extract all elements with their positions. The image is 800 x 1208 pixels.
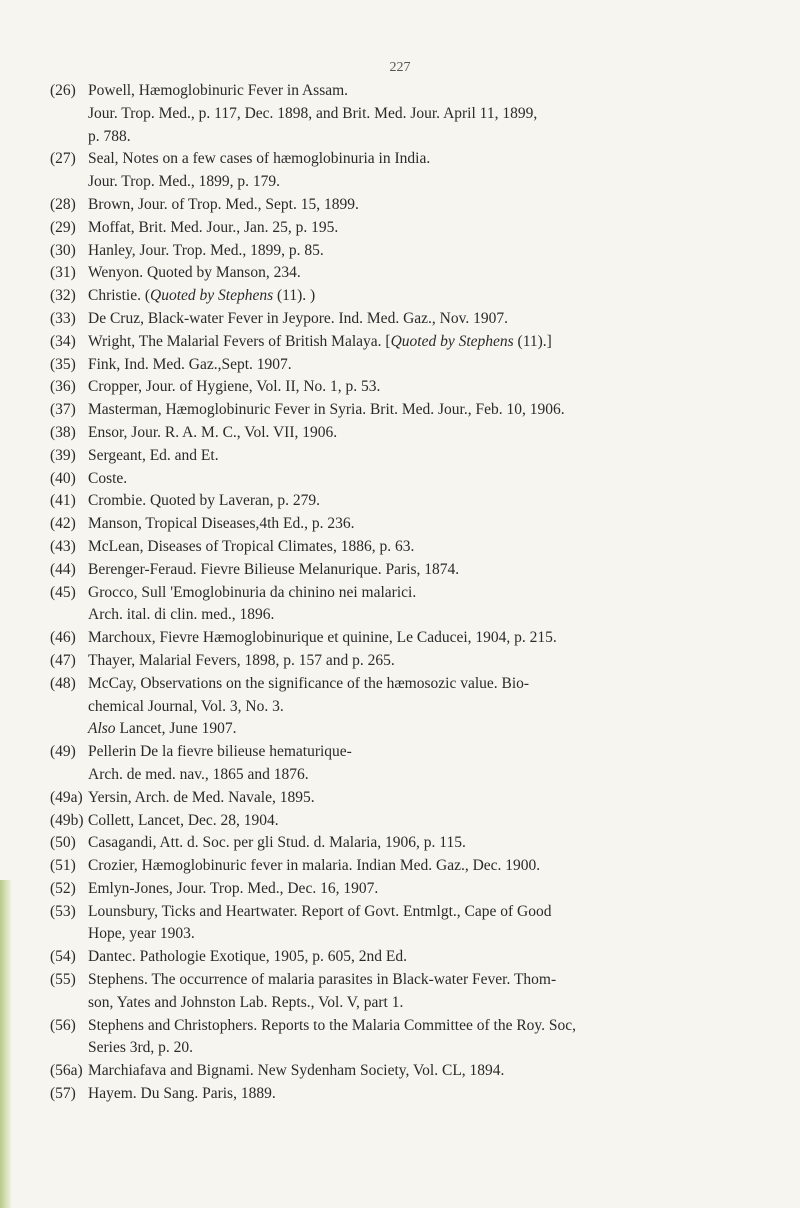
reference-line <box>50 673 770 696</box>
reference-text: Fink, Ind. Med. Gaz.,Sept. 1907. <box>88 355 292 373</box>
reference-number: (44) <box>50 560 76 578</box>
reference-text: Thayer, Malarial Fevers, 1898, p. 157 and p. 265. <box>88 651 395 669</box>
reference-line <box>50 148 770 171</box>
reference-line <box>50 285 770 308</box>
reference-item <box>50 445 770 468</box>
reference-item <box>50 650 770 673</box>
reference-text-italic: Quoted by Stephens <box>150 287 274 305</box>
reference-text: Series 3rd, p. 20. <box>88 1039 194 1057</box>
reference-line <box>50 1083 770 1106</box>
reference-text: Coste. <box>88 469 128 487</box>
reference-text: Wright, The Malarial Fevers of British Malaya. [ <box>88 332 391 350</box>
reference-text: Grocco, Sull 'Emoglobinuria da chinino nei malarici. <box>88 583 417 601</box>
reference-item <box>50 901 770 947</box>
reference-number: (31) <box>50 264 76 282</box>
reference-item <box>50 787 770 810</box>
reference-text: Crombie. Quoted by Laveran, p. 279. <box>88 492 321 510</box>
reference-item <box>50 969 770 1015</box>
reference-item <box>50 513 770 536</box>
reference-line <box>50 582 770 605</box>
reference-text: Manson, Tropical Diseases,4th Ed., p. 236. <box>88 515 355 533</box>
reference-line <box>50 103 770 126</box>
reference-item <box>50 1083 770 1106</box>
reference-item <box>50 832 770 855</box>
reference-list <box>50 80 770 1106</box>
reference-number: (37) <box>50 401 76 419</box>
reference-text: son, Yates and Johnston Lab. Repts., Vol. V, part 1. <box>88 993 404 1011</box>
reference-text-italic: Quoted by Stephens <box>390 332 514 350</box>
reference-item <box>50 673 770 741</box>
reference-number: (53) <box>50 902 76 920</box>
reference-line <box>50 832 770 855</box>
reference-number: (27) <box>50 150 76 168</box>
reference-number: (26) <box>50 82 76 99</box>
reference-number: (50) <box>50 834 76 852</box>
reference-text: Sergeant, Ed. and Et. <box>88 446 219 464</box>
reference-line <box>50 354 770 377</box>
reference-line <box>50 604 770 627</box>
reference-line <box>50 1037 770 1060</box>
reference-number: (38) <box>50 423 76 441</box>
reference-item <box>50 878 770 901</box>
reference-text: Jour. Trop. Med., 1899, p. 179. <box>88 173 281 191</box>
reference-line <box>50 878 770 901</box>
reference-item <box>50 354 770 377</box>
reference-text: Marchiafava and Bignami. New Sydenham Society, Vol. CL, 1894. <box>88 1062 505 1080</box>
reference-line <box>50 171 770 194</box>
reference-number: (43) <box>50 537 76 555</box>
reference-text: Lounsbury, Ticks and Heartwater. Report of Govt. Entmlgt., Cape of Good <box>88 902 552 920</box>
reference-text: Yersin, Arch. de Med. Navale, 1895. <box>88 788 315 806</box>
reference-number: (48) <box>50 674 76 692</box>
reference-line <box>50 376 770 399</box>
reference-item <box>50 741 770 787</box>
reference-number: (52) <box>50 879 76 897</box>
reference-number: (32) <box>50 287 76 305</box>
reference-item <box>50 490 770 513</box>
reference-text: Hanley, Jour. Trop. Med., 1899, p. 85. <box>88 241 324 259</box>
reference-text: Dantec. Pathologie Exotique, 1905, p. 605, 2nd Ed. <box>88 948 407 966</box>
reference-text: Casagandi, Att. d. Soc. per gli Stud. d. Malaria, 1906, p. 115. <box>88 834 466 852</box>
reference-item <box>50 627 770 650</box>
reference-line <box>50 1060 770 1083</box>
reference-number: (51) <box>50 857 76 875</box>
reference-line <box>50 308 770 331</box>
reference-item <box>50 308 770 331</box>
reference-line <box>50 718 770 741</box>
reference-line <box>50 422 770 445</box>
reference-number: (46) <box>50 629 76 647</box>
reference-line <box>50 126 770 149</box>
reference-line <box>50 262 770 285</box>
reference-item <box>50 1015 770 1061</box>
reference-number: (39) <box>50 446 76 464</box>
reference-text: Emlyn-Jones, Jour. Trop. Med., Dec. 16, 1907. <box>88 879 379 897</box>
reference-line <box>50 992 770 1015</box>
reference-item <box>50 855 770 878</box>
reference-text: Brown, Jour. of Trop. Med., Sept. 15, 1899. <box>88 195 359 213</box>
reference-line <box>50 468 770 491</box>
page-spine-shadow <box>0 880 12 1208</box>
reference-item <box>50 285 770 308</box>
reference-item <box>50 399 770 422</box>
reference-line <box>50 80 770 103</box>
reference-text: (11).] <box>513 332 552 350</box>
reference-item <box>50 559 770 582</box>
reference-item <box>50 331 770 354</box>
reference-line <box>50 855 770 878</box>
reference-text: Masterman, Hæmoglobinuric Fever in Syria. Brit. Med. Jour., Feb. 10, 1906. <box>88 401 565 419</box>
reference-number: (40) <box>50 469 76 487</box>
reference-line <box>50 559 770 582</box>
reference-line <box>50 741 770 764</box>
reference-number: (57) <box>50 1085 76 1103</box>
reference-text: Berenger-Feraud. Fievre Bilieuse Melanurique. Paris, 1874. <box>88 560 460 578</box>
reference-text: Hope, year 1903. <box>88 925 195 943</box>
reference-number: (56a) <box>50 1062 83 1080</box>
reference-text: McCay, Observations on the significance of the hæmosozic value. Bio- <box>88 674 530 692</box>
reference-line <box>50 810 770 833</box>
reference-number: (55) <box>50 971 76 989</box>
reference-text: p. 788. <box>88 127 131 145</box>
reference-item <box>50 240 770 263</box>
reference-number: (35) <box>50 355 76 373</box>
reference-text: Arch. ital. di clin. med., 1896. <box>88 606 275 624</box>
reference-item <box>50 1060 770 1083</box>
reference-text: Jour. Trop. Med., p. 117, Dec. 1898, and Brit. Med. Jour. April 11, 1899, <box>88 104 538 122</box>
reference-number: (49) <box>50 743 76 761</box>
reference-text: Arch. de med. nav., 1865 and 1876. <box>88 765 309 783</box>
reference-text-italic: Also <box>88 720 116 738</box>
reference-item <box>50 422 770 445</box>
reference-line <box>50 240 770 263</box>
page-number: 227 <box>389 60 411 75</box>
reference-number: (29) <box>50 218 76 236</box>
reference-number: (36) <box>50 378 76 396</box>
reference-number: (47) <box>50 651 76 669</box>
reference-number: (33) <box>50 309 76 327</box>
reference-text: Lancet, June 1907. <box>115 720 237 738</box>
reference-text: Collett, Lancet, Dec. 28, 1904. <box>88 811 279 829</box>
reference-text: chemical Journal, Vol. 3, No. 3. <box>88 697 284 715</box>
reference-item <box>50 582 770 628</box>
reference-line <box>50 650 770 673</box>
reference-line <box>50 331 770 354</box>
reference-line <box>50 536 770 559</box>
reference-line <box>50 787 770 810</box>
reference-line <box>50 513 770 536</box>
reference-text: Hayem. Du Sang. Paris, 1889. <box>88 1085 276 1103</box>
reference-text: Powell, Hæmoglobinuric Fever in Assam. <box>88 82 349 99</box>
reference-line <box>50 764 770 787</box>
reference-line <box>50 946 770 969</box>
reference-item <box>50 80 770 148</box>
reference-number: (49a) <box>50 788 83 806</box>
reference-number: (49b) <box>50 811 84 829</box>
reference-line <box>50 1015 770 1038</box>
reference-text: Christie. ( <box>88 287 150 305</box>
reference-text: Stephens and Christophers. Reports to the Malaria Committee of the Roy. Soc, <box>88 1016 577 1034</box>
reference-text: Stephens. The occurrence of malaria parasites in Black-water Fever. Thom- <box>88 971 557 989</box>
reference-number: (28) <box>50 195 76 213</box>
reference-text: (11). ) <box>273 287 316 305</box>
reference-text: De Cruz, Black-water Fever in Jeypore. Ind. Med. Gaz., Nov. 1907. <box>88 309 508 327</box>
reference-item <box>50 194 770 217</box>
reference-line <box>50 696 770 719</box>
reference-item <box>50 217 770 240</box>
reference-text: Moffat, Brit. Med. Jour., Jan. 25, p. 195. <box>88 218 339 236</box>
reference-item <box>50 536 770 559</box>
reference-number: (42) <box>50 515 76 533</box>
reference-text: Seal, Notes on a few cases of hæmoglobinuria in India. <box>88 150 431 168</box>
reference-number: (34) <box>50 332 76 350</box>
reference-line <box>50 490 770 513</box>
reference-item <box>50 946 770 969</box>
reference-text: Wenyon. Quoted by Manson, 234. <box>88 264 301 282</box>
reference-line <box>50 969 770 992</box>
reference-line <box>50 901 770 924</box>
reference-line <box>50 445 770 468</box>
reference-item <box>50 810 770 833</box>
reference-number: (30) <box>50 241 76 259</box>
reference-text: Marchoux, Fievre Hæmoglobinurique et quinine, Le Caducei, 1904, p. 215. <box>88 629 557 647</box>
reference-number: (54) <box>50 948 76 966</box>
reference-item <box>50 148 770 194</box>
reference-item <box>50 376 770 399</box>
reference-text: Crozier, Hæmoglobinuric fever in malaria. Indian Med. Gaz., Dec. 1900. <box>88 857 541 875</box>
reference-text: Pellerin De la fievre bilieuse hematurique- <box>88 743 352 761</box>
reference-line <box>50 923 770 946</box>
reference-text: Cropper, Jour. of Hygiene, Vol. II, No. 1, p. 53. <box>88 378 381 396</box>
reference-item <box>50 468 770 491</box>
reference-text: McLean, Diseases of Tropical Climates, 1886, p. 63. <box>88 537 415 555</box>
reference-number: (45) <box>50 583 76 601</box>
reference-item <box>50 262 770 285</box>
reference-number: (56) <box>50 1016 76 1034</box>
reference-text: Ensor, Jour. R. A. M. C., Vol. VII, 1906. <box>88 423 338 441</box>
reference-line <box>50 194 770 217</box>
reference-line <box>50 399 770 422</box>
reference-number: (41) <box>50 492 76 510</box>
reference-line <box>50 217 770 240</box>
reference-line <box>50 627 770 650</box>
